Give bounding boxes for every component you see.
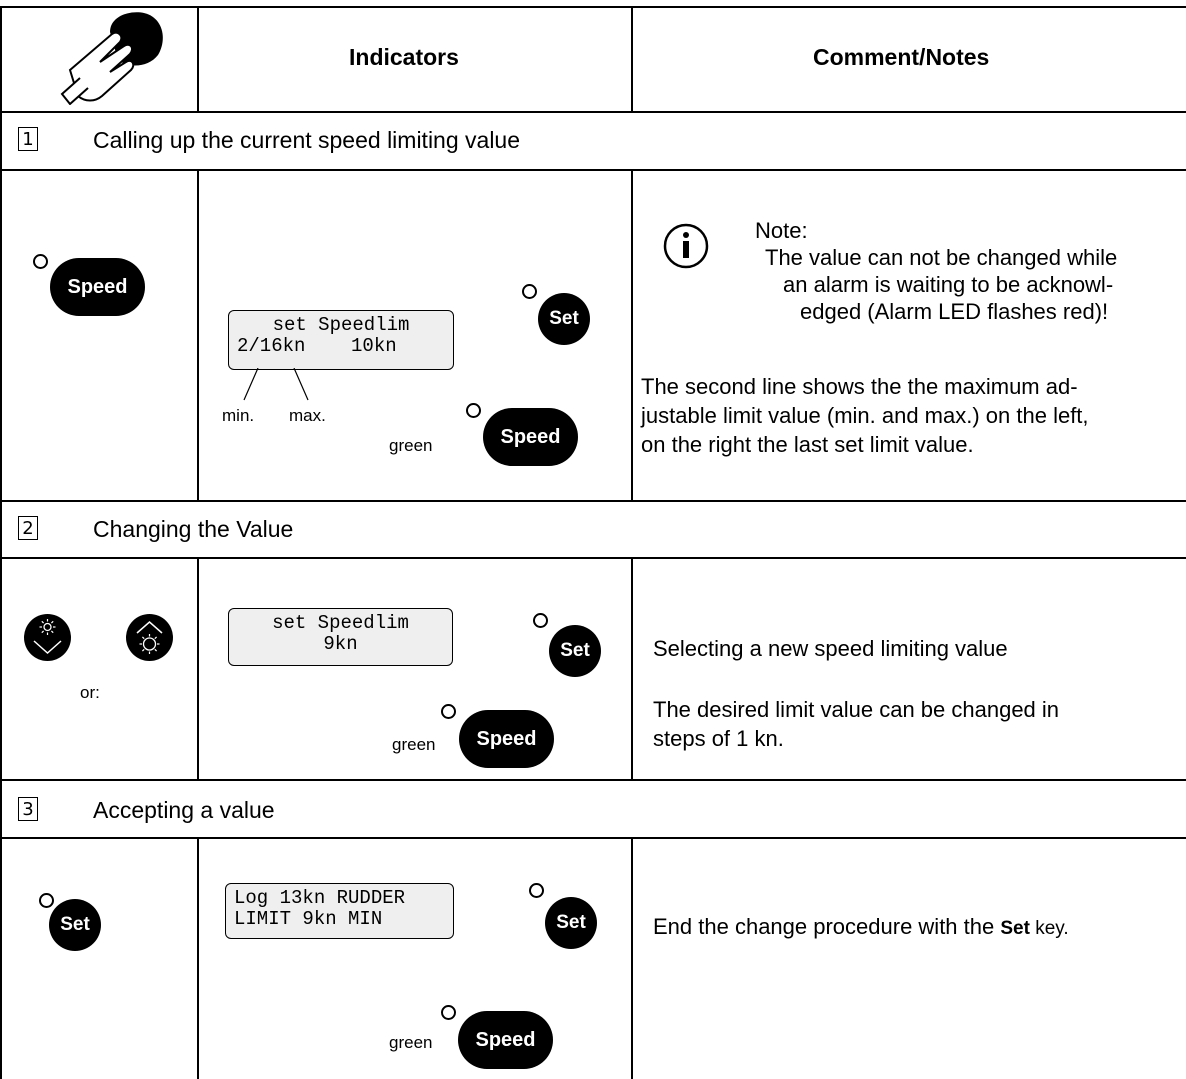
- step1-set-led: [522, 284, 537, 299]
- step1-min-max-pointers: [240, 368, 330, 408]
- table-left-border: [0, 6, 2, 1079]
- step3-number-box: 3: [18, 797, 38, 821]
- step3-set-key-led: [39, 893, 54, 908]
- col-sep-2-header: [631, 6, 633, 112]
- col-sep-1-step3: [197, 837, 199, 1079]
- info-icon: [661, 221, 711, 271]
- step1-speed-led: [466, 403, 481, 418]
- step1-comment-line3: on the right the last set limit value.: [641, 432, 974, 457]
- step2-comment-line1: Selecting a new speed limiting value: [653, 636, 1008, 661]
- step1-lcd-line2: 2/16kn 10kn: [237, 335, 397, 357]
- step2-led-state-label: green: [392, 735, 436, 754]
- step2-or-label: or:: [80, 683, 100, 702]
- step1-comment-line2: justable limit value (min. and max.) on the left,: [641, 403, 1089, 428]
- step1-note-title: Note:: [755, 218, 808, 243]
- step2-lcd-line2: 9kn: [323, 633, 358, 655]
- step2-title: Changing the Value: [93, 516, 294, 542]
- step1-lcd-display: [228, 310, 454, 370]
- step2-comment-line2: The desired limit value can be changed in: [653, 697, 1060, 722]
- step1-min-label: min.: [222, 406, 255, 425]
- col-sep-2-step3: [631, 837, 633, 1079]
- step2-title-bottom-border: [0, 557, 1186, 559]
- header-indicators: Indicators: [349, 44, 459, 70]
- step1-bottom-border: [0, 500, 1186, 502]
- step3-lcd-display: [225, 883, 454, 939]
- step3-comment-pre: End the change procedure with the: [653, 914, 1001, 939]
- step1-note-line2: an alarm is waiting to be acknowl-: [783, 272, 1114, 297]
- step3-led-state-label: green: [389, 1033, 433, 1052]
- step1-note-line3: edged (Alarm LED flashes red)!: [800, 299, 1109, 324]
- step2-bottom-border: [0, 779, 1186, 781]
- step2-set-led: [533, 613, 548, 628]
- step1-note-line1: The value can not be changed while: [765, 245, 1118, 270]
- step3-comment-post: key.: [1029, 918, 1069, 939]
- header-bottom-border: [0, 111, 1186, 113]
- step3-title: Accepting a value: [93, 797, 275, 823]
- step1-speed-key-led: [33, 254, 48, 269]
- step1-title-bottom-border: [0, 169, 1186, 171]
- step1-led-state-label: green: [389, 436, 433, 455]
- step2-lcd-display: [228, 608, 453, 666]
- brightness-up-icon: [126, 614, 173, 661]
- col-sep-2-step1: [631, 169, 633, 501]
- step2-speed-indicator-key[interactable]: Speed: [459, 710, 554, 768]
- step1-title: Calling up the current speed limiting value: [93, 127, 521, 153]
- step2-lcd-line1: set Speedlim: [272, 612, 409, 634]
- col-sep-1-step1: [197, 169, 199, 501]
- step2-set-key[interactable]: Set: [549, 625, 601, 677]
- step2-comment-line3: steps of 1 kn.: [653, 726, 784, 751]
- step1-speed-indicator-key[interactable]: Speed: [483, 408, 578, 466]
- hand-pressing-key-icon: [40, 10, 180, 105]
- step3-speed-led: [441, 1005, 456, 1020]
- step1-comment-line1: The second line shows the the maximum ad-: [641, 374, 1078, 399]
- col-sep-2-step2: [631, 557, 633, 780]
- col-sep-1-header: [197, 6, 199, 112]
- step3-lcd-line2: LIMIT 9kn MIN: [234, 908, 383, 930]
- step3-comment: [653, 914, 1069, 942]
- table-top-border: [0, 6, 1186, 8]
- step3-comment-key: Set: [1000, 918, 1030, 939]
- step1-max-label: max.: [289, 406, 326, 425]
- step2-speed-led: [441, 704, 456, 719]
- step1-speed-key[interactable]: Speed: [50, 258, 145, 316]
- col-sep-1-step2: [197, 557, 199, 780]
- step1-set-key[interactable]: Set: [538, 293, 590, 345]
- step1-lcd-line1: set Speedlim: [272, 314, 410, 336]
- step3-set-indicator-key[interactable]: Set: [545, 897, 597, 949]
- step3-set-key[interactable]: Set: [49, 899, 101, 951]
- step1-number-box: 1: [18, 127, 38, 151]
- step3-title-bottom-border: [0, 837, 1186, 839]
- step3-speed-indicator-key[interactable]: Speed: [458, 1011, 553, 1069]
- step2-up-brightness-button[interactable]: [126, 614, 173, 661]
- header-comment-notes: Comment/Notes: [813, 44, 990, 70]
- step3-lcd-line1: Log 13kn RUDDER: [234, 887, 406, 909]
- step2-number-box: 2: [18, 516, 38, 540]
- step2-down-brightness-button[interactable]: [24, 614, 71, 661]
- brightness-down-icon: [24, 614, 71, 661]
- step3-set-led: [529, 883, 544, 898]
